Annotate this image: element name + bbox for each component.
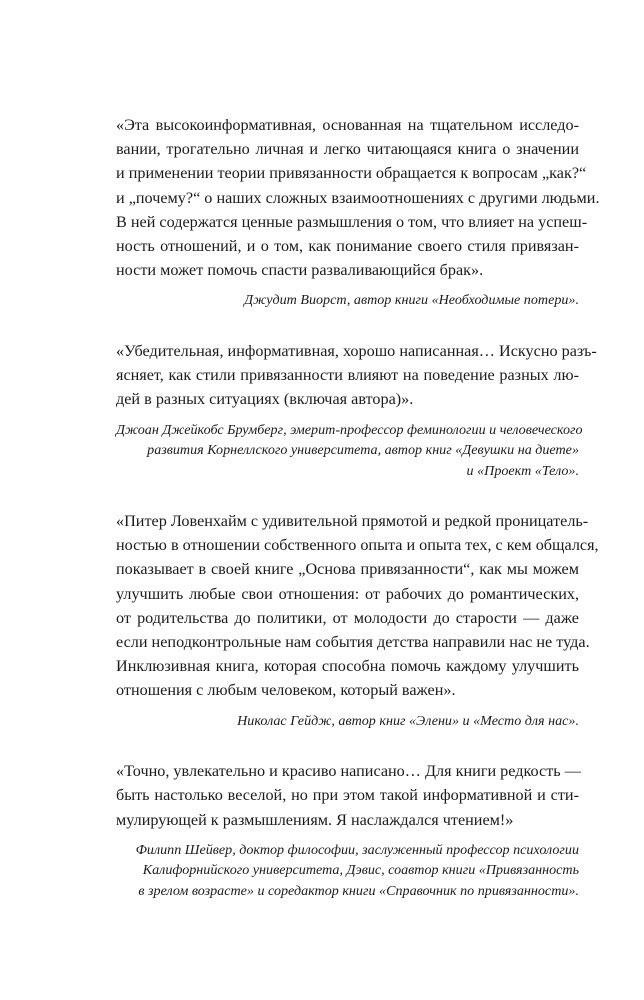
blurb-quote — [116, 509, 599, 703]
quote-line: если неподконтрольные нам события детства направили нас не туда. — [116, 633, 590, 652]
quote-line: ностью в отношении собственного опыта и опыта тех, с кем общался, — [116, 536, 599, 555]
attribution-line: в зрелом возрасте» и соредактор книги «Справочник по привязанности». — [138, 882, 579, 899]
quote-line: ность отношений, и о том, как понимание своего стиля привязан- — [116, 237, 579, 256]
quote-line: от родительства до политики, от молодости до старости — даже — [116, 608, 579, 627]
quote-line: вании, трогательно личная и легко читающаяся книга о значении — [116, 140, 579, 159]
blurb-brumberg — [116, 339, 597, 481]
attribution-line: Николас Гейдж, автор книг «Элени» и «Место для нас». — [237, 712, 579, 729]
attribution-line: Джоан Джейкобс Брумберг, эмерит-профессор феминологии и человеческого — [116, 421, 583, 438]
quote-line: улучшить любые свои отношения: от рабочих до романтических, — [116, 584, 579, 603]
quote-line: «Убедительная, информативная, хорошо написанная… Искусно разъ- — [116, 341, 597, 360]
quote-line: Инклюзивная книга, которая способна помочь каждому улучшить — [116, 657, 579, 676]
attribution-line: и «Проект «Тело». — [466, 462, 579, 479]
quote-line: и применении теории привязанности обращается к вопросам „как?“ — [116, 164, 587, 183]
blurb-attribution — [116, 711, 579, 732]
book-page — [116, 113, 600, 901]
attribution-line: Калифорнийского университета, Дэвис, соавтор книги «Привязанность — [142, 862, 579, 879]
quote-line: «Питер Ловенхайм с удивительной прямотой и редкой проницатель- — [116, 512, 589, 531]
quote-line: ности может помочь спасти разваливающийся брак». — [116, 261, 484, 280]
quote-line: показывает в своей книге „Основа привязанности“, как мы можем — [116, 560, 579, 579]
quote-line: и „почему?“ о наших сложных взаимоотношениях с другими людьми. — [116, 188, 600, 207]
blurb-quote — [116, 759, 579, 832]
blurb-quote — [116, 113, 600, 282]
quote-line: быть настолько веселой, но при этом такой информативной и сти- — [116, 786, 579, 805]
attribution-line: Джудит Виорст, автор книги «Необходимые потери». — [244, 292, 579, 309]
quote-line: ясняет, как стили привязанности влияют на поведение разных лю- — [116, 366, 579, 385]
attribution-line: развития Корнеллского университета, автор книг «Девушки на диете» — [147, 442, 579, 459]
quote-line: В ней содержатся ценные размышления о том, что влияет на успеш- — [116, 212, 588, 231]
blurb-viorst — [116, 113, 600, 311]
blurb-attribution — [116, 420, 583, 482]
attribution-line: Филипп Шейвер, доктор философии, заслуженный профессор психологии — [135, 841, 579, 858]
blurb-gage — [116, 509, 599, 731]
blurb-quote — [116, 339, 597, 412]
quote-line: отношения с любым человеком, который важен». — [116, 681, 456, 700]
quote-line: «Точно, увлекательно и красиво написано… Для книги редкость — — [116, 762, 581, 781]
blurb-attribution — [116, 290, 579, 311]
blurb-attribution — [116, 840, 579, 902]
blurb-shaver — [116, 759, 579, 901]
quote-line: дей в разных ситуациях (включая автора)». — [116, 390, 414, 409]
quote-line: «Эта высокоинформативная, основанная на тщательном исследо- — [116, 116, 579, 134]
quote-line: мулирующей к размышлениям. Я наслаждался чтением!» — [116, 810, 514, 829]
